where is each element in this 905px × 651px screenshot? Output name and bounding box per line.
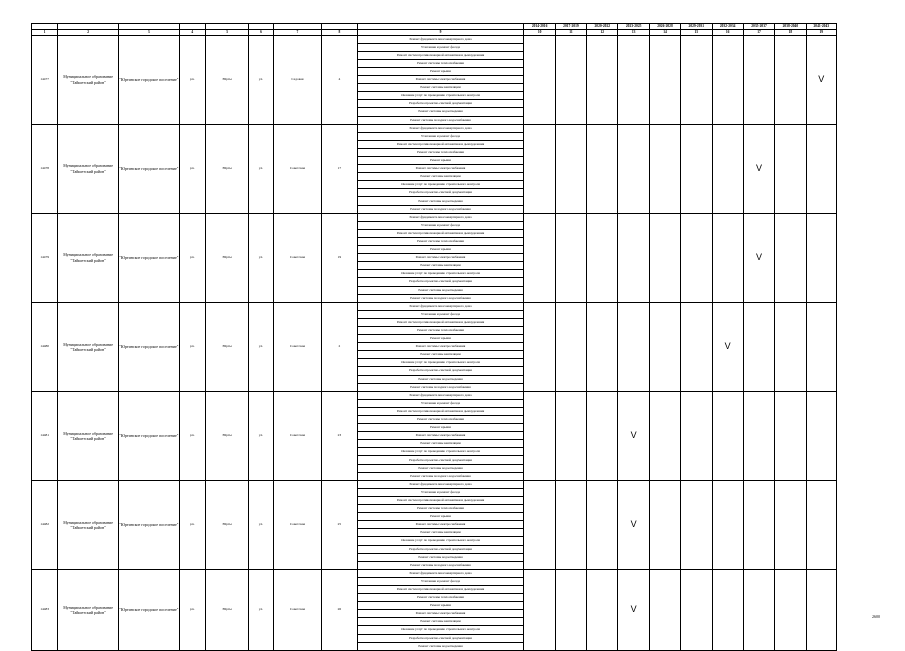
period-cell — [618, 35, 649, 124]
work-type: Ремонт крыши — [357, 335, 524, 343]
work-type: Ремонт системы водоотведения — [357, 286, 524, 294]
period-cell — [681, 213, 712, 302]
period-cell — [712, 35, 743, 124]
district-name: Муниципальное образование "Тайшетский район" — [58, 302, 119, 391]
street-name: Советская — [273, 569, 322, 650]
work-type: Ремонт системы теплоснабжения — [357, 148, 524, 156]
period-cell — [743, 302, 774, 391]
period-cell — [555, 302, 586, 391]
period-check-mark: V — [712, 302, 743, 391]
work-type: Ремонт системы теплоснабжения — [357, 59, 524, 67]
period-cell — [587, 480, 618, 569]
district-name: Муниципальное образование "Тайшетский район" — [58, 213, 119, 302]
work-type: Утепление и ремонт фасада — [357, 399, 524, 407]
work-type: Ремонт системы холодного водоснабжения — [357, 294, 524, 302]
work-type: Утепление и ремонт фасада — [357, 577, 524, 585]
period-cell — [587, 569, 618, 650]
work-type: Ремонт системы электроснабжения — [357, 343, 524, 351]
locality-name: Юрты — [205, 569, 248, 650]
settlement-name: "Юртинское городское поселение" — [118, 302, 179, 391]
period-check-mark: V — [806, 35, 836, 124]
street-name: Садовая — [273, 35, 322, 124]
column-number-cell: 11 — [555, 30, 586, 36]
period-header-cell: 2023-2025 — [618, 24, 649, 30]
period-cell — [587, 302, 618, 391]
period-cell — [681, 569, 712, 650]
work-type: Ремонт систем противопожарной автоматики и дымоудаления — [357, 496, 524, 504]
work-type: Ремонт крыши — [357, 246, 524, 254]
settlement-name: "Юртинское городское поселение" — [118, 124, 179, 213]
column-number-cell: 8 — [322, 30, 357, 36]
house-number: 26 — [322, 569, 357, 650]
period-header-cell: 2038-2040 — [775, 24, 806, 30]
locality-type: рп. — [179, 124, 205, 213]
work-type: Ремонт системы вентиляции — [357, 84, 524, 92]
period-cell — [681, 35, 712, 124]
locality-name: Юрты — [205, 391, 248, 480]
work-type: Ремонт систем противопожарной автоматики и дымоудаления — [357, 140, 524, 148]
period-check-mark: V — [618, 391, 649, 480]
street-type: ул. — [249, 302, 273, 391]
period-header-cell: 2026-2028 — [649, 24, 680, 30]
work-type: Ремонт системы холодного водоснабжения — [357, 116, 524, 124]
district-name: Муниципальное образование "Тайшетский район" — [58, 391, 119, 480]
column-number-cell: 16 — [712, 30, 743, 36]
work-type: Ремонт системы теплоснабжения — [357, 505, 524, 513]
settlement-name: "Юртинское городское поселение" — [118, 480, 179, 569]
work-type: Оказание услуг по проведению строительного контроля — [357, 537, 524, 545]
work-type: Ремонт системы вентиляции — [357, 351, 524, 359]
column-number-cell: 19 — [806, 30, 836, 36]
work-type: Оказание услуг по проведению строительного контроля — [357, 92, 524, 100]
locality-name: Юрты — [205, 124, 248, 213]
column-number-cell: 7 — [273, 30, 322, 36]
period-cell — [649, 124, 680, 213]
locality-name: Юрты — [205, 35, 248, 124]
work-row — [32, 569, 837, 577]
period-cell — [712, 213, 743, 302]
work-type: Разработка проектно-сметной документации — [357, 189, 524, 197]
work-type: Оказание услуг по проведению строительного контроля — [357, 448, 524, 456]
work-type: Ремонт крыши — [357, 602, 524, 610]
locality-name: Юрты — [205, 480, 248, 569]
period-cell — [681, 124, 712, 213]
period-cell — [681, 302, 712, 391]
work-type: Ремонт системы водоотведения — [357, 108, 524, 116]
work-type: Разработка проектно-сметной документации — [357, 278, 524, 286]
work-type: Разработка проектно-сметной документации — [357, 100, 524, 108]
work-row — [32, 35, 837, 43]
street-type: ул. — [249, 213, 273, 302]
period-cell — [806, 213, 836, 302]
work-type: Разработка проектно-сметной документации — [357, 545, 524, 553]
period-cell — [524, 35, 555, 124]
page-number: 2600 — [872, 614, 880, 619]
period-cell — [775, 391, 806, 480]
period-cell — [712, 569, 743, 650]
work-row — [32, 124, 837, 132]
period-cell — [555, 35, 586, 124]
column-number-cell: 10 — [524, 30, 555, 36]
work-type: Ремонт систем противопожарной автоматики и дымоудаления — [357, 585, 524, 593]
period-check-mark: V — [618, 569, 649, 650]
work-row — [32, 391, 837, 399]
period-cell — [743, 569, 774, 650]
period-cell — [775, 124, 806, 213]
work-type: Ремонт фундамента многоквартирного дома — [357, 302, 524, 310]
record-id: 14479 — [32, 213, 58, 302]
period-cell — [743, 480, 774, 569]
street-name: Советская — [273, 213, 322, 302]
work-type: Разработка проектно-сметной документации — [357, 456, 524, 464]
work-type: Оказание услуг по проведению строительного контроля — [357, 270, 524, 278]
work-type: Утепление и ремонт фасада — [357, 310, 524, 318]
work-type: Утепление и ремонт фасада — [357, 488, 524, 496]
period-header-cell: 2017-2019 — [555, 24, 586, 30]
street-name: Советская — [273, 302, 322, 391]
settlement-name: "Юртинское городское поселение" — [118, 569, 179, 650]
column-number-cell: 3 — [118, 30, 179, 36]
record-id: 14480 — [32, 302, 58, 391]
locality-type: рп. — [179, 391, 205, 480]
house-number: 17 — [322, 124, 357, 213]
period-header-cell: 2014-2016 — [524, 24, 555, 30]
period-cell — [555, 124, 586, 213]
period-cell — [743, 35, 774, 124]
work-type: Ремонт фундамента многоквартирного дома — [357, 391, 524, 399]
work-type: Ремонт системы водоотведения — [357, 197, 524, 205]
record-id: 14481 — [32, 391, 58, 480]
record-id: 14482 — [32, 480, 58, 569]
column-number-cell: 5 — [205, 30, 248, 36]
work-type: Ремонт системы вентиляции — [357, 262, 524, 270]
district-name: Муниципальное образование "Тайшетский район" — [58, 569, 119, 650]
house-number: 25 — [322, 480, 357, 569]
work-type: Ремонт системы холодного водоснабжения — [357, 205, 524, 213]
work-type: Разработка проектно-сметной документации — [357, 634, 524, 642]
column-number-cell: 13 — [618, 30, 649, 36]
work-type: Ремонт систем противопожарной автоматики и дымоудаления — [357, 407, 524, 415]
work-type: Ремонт фундамента многоквартирного дома — [357, 35, 524, 43]
record-id: 14477 — [32, 35, 58, 124]
street-name: Советская — [273, 391, 322, 480]
locality-type: рп. — [179, 480, 205, 569]
column-number-cell: 18 — [775, 30, 806, 36]
period-cell — [775, 35, 806, 124]
work-type: Ремонт системы электроснабжения — [357, 165, 524, 173]
work-type: Ремонт фундамента многоквартирного дома — [357, 569, 524, 577]
period-cell — [806, 569, 836, 650]
house-number: 2 — [322, 302, 357, 391]
work-type: Ремонт систем противопожарной автоматики и дымоудаления — [357, 318, 524, 326]
column-number-cell: 17 — [743, 30, 774, 36]
work-type: Ремонт фундамента многоквартирного дома — [357, 480, 524, 488]
district-name: Муниципальное образование "Тайшетский район" — [58, 480, 119, 569]
house-number: 19 — [322, 213, 357, 302]
period-header-cell: 2029-2031 — [681, 24, 712, 30]
work-type: Ремонт системы вентиляции — [357, 529, 524, 537]
work-type: Ремонт системы теплоснабжения — [357, 326, 524, 334]
period-cell — [649, 569, 680, 650]
period-cell — [524, 480, 555, 569]
period-cell — [555, 213, 586, 302]
column-number-cell: 12 — [587, 30, 618, 36]
period-cell — [587, 124, 618, 213]
period-header-cell: 2041-2043 — [806, 24, 836, 30]
period-cell — [555, 569, 586, 650]
column-number-cell: 9 — [357, 30, 524, 36]
period-cell — [587, 35, 618, 124]
period-cell — [618, 124, 649, 213]
period-cell — [649, 391, 680, 480]
settlement-name: "Юртинское городское поселение" — [118, 391, 179, 480]
house-number: 4 — [322, 35, 357, 124]
work-type: Утепление и ремонт фасада — [357, 132, 524, 140]
street-type: ул. — [249, 480, 273, 569]
period-cell — [649, 213, 680, 302]
work-type: Ремонт системы вентиляции — [357, 173, 524, 181]
period-cell — [618, 213, 649, 302]
work-type: Утепление и ремонт фасада — [357, 221, 524, 229]
column-number-cell: 15 — [681, 30, 712, 36]
column-number-cell: 4 — [179, 30, 205, 36]
period-cell — [775, 213, 806, 302]
period-cell — [681, 391, 712, 480]
work-type: Ремонт системы водоотведения — [357, 375, 524, 383]
period-cell — [712, 480, 743, 569]
work-type: Ремонт системы электроснабжения — [357, 254, 524, 262]
work-type: Ремонт системы водоотведения — [357, 464, 524, 472]
work-type: Ремонт крыши — [357, 67, 524, 75]
period-cell — [524, 213, 555, 302]
locality-type: рп. — [179, 569, 205, 650]
work-type: Оказание услуг по проведению строительного контроля — [357, 181, 524, 189]
period-check-mark: V — [743, 213, 774, 302]
column-number-cell: 6 — [249, 30, 273, 36]
period-cell — [806, 124, 836, 213]
period-cell — [775, 569, 806, 650]
period-cell — [524, 391, 555, 480]
street-type: ул. — [249, 569, 273, 650]
period-cell — [649, 480, 680, 569]
work-type: Ремонт системы холодного водоснабжения — [357, 383, 524, 391]
work-type: Ремонт системы электроснабжения — [357, 76, 524, 84]
work-type: Ремонт систем противопожарной автоматики и дымоудаления — [357, 229, 524, 237]
work-row — [32, 213, 837, 221]
work-type: Оказание услуг по проведению строительного контроля — [357, 359, 524, 367]
work-type: Ремонт крыши — [357, 424, 524, 432]
street-name: Советская — [273, 480, 322, 569]
period-cell — [524, 569, 555, 650]
work-type: Ремонт фундамента многоквартирного дома — [357, 124, 524, 132]
period-header-cell: 2020-2022 — [587, 24, 618, 30]
locality-type: рп. — [179, 302, 205, 391]
district-name: Муниципальное образование "Тайшетский район" — [58, 124, 119, 213]
capital-repair-plan-table — [31, 23, 837, 651]
district-name: Муниципальное образование "Тайшетский район" — [58, 35, 119, 124]
work-type: Ремонт крыши — [357, 157, 524, 165]
street-name: Советская — [273, 124, 322, 213]
work-type: Ремонт системы вентиляции — [357, 618, 524, 626]
period-cell — [524, 124, 555, 213]
period-header-cell: 2035-2037 — [743, 24, 774, 30]
locality-name: Юрты — [205, 302, 248, 391]
period-cell — [649, 35, 680, 124]
period-cell — [618, 302, 649, 391]
work-type: Ремонт системы водоотведения — [357, 642, 524, 650]
period-cell — [806, 302, 836, 391]
period-cell — [743, 391, 774, 480]
work-type: Ремонт системы теплоснабжения — [357, 416, 524, 424]
work-type: Ремонт системы холодного водоснабжения — [357, 472, 524, 480]
period-cell — [712, 124, 743, 213]
locality-name: Юрты — [205, 213, 248, 302]
period-cell — [555, 391, 586, 480]
column-number-cell: 2 — [58, 30, 119, 36]
period-cell — [587, 391, 618, 480]
period-cell — [712, 391, 743, 480]
column-number-cell: 14 — [649, 30, 680, 36]
column-number-cell: 1 — [32, 30, 58, 36]
work-type: Ремонт системы теплоснабжения — [357, 237, 524, 245]
work-type: Ремонт системы электроснабжения — [357, 521, 524, 529]
period-cell — [806, 391, 836, 480]
street-type: ул. — [249, 391, 273, 480]
work-type: Утепление и ремонт фасада — [357, 43, 524, 51]
period-cell — [587, 213, 618, 302]
period-cell — [555, 480, 586, 569]
period-check-mark: V — [743, 124, 774, 213]
period-check-mark: V — [618, 480, 649, 569]
locality-type: рп. — [179, 35, 205, 124]
period-cell — [775, 302, 806, 391]
work-type: Ремонт системы электроснабжения — [357, 432, 524, 440]
period-header-cell: 2032-2034 — [712, 24, 743, 30]
work-type: Оказание услуг по проведению строительного контроля — [357, 626, 524, 634]
period-cell — [775, 480, 806, 569]
period-cell — [806, 480, 836, 569]
work-row — [32, 302, 837, 310]
record-id: 14478 — [32, 124, 58, 213]
period-cell — [524, 302, 555, 391]
record-id: 14483 — [32, 569, 58, 650]
work-type: Ремонт фундамента многоквартирного дома — [357, 213, 524, 221]
period-cell — [649, 302, 680, 391]
work-type: Ремонт системы электроснабжения — [357, 610, 524, 618]
locality-type: рп. — [179, 213, 205, 302]
work-type: Разработка проектно-сметной документации — [357, 367, 524, 375]
settlement-name: "Юртинское городское поселение" — [118, 35, 179, 124]
work-type: Ремонт системы вентиляции — [357, 440, 524, 448]
period-cell — [681, 480, 712, 569]
work-row — [32, 480, 837, 488]
settlement-name: "Юртинское городское поселение" — [118, 213, 179, 302]
street-type: ул. — [249, 124, 273, 213]
work-type: Ремонт системы теплоснабжения — [357, 594, 524, 602]
street-type: ул. — [249, 35, 273, 124]
work-type: Ремонт системы водоотведения — [357, 553, 524, 561]
work-type: Ремонт системы холодного водоснабжения — [357, 561, 524, 569]
work-type: Ремонт систем противопожарной автоматики и дымоудаления — [357, 51, 524, 59]
house-number: 23 — [322, 391, 357, 480]
work-type: Ремонт крыши — [357, 513, 524, 521]
